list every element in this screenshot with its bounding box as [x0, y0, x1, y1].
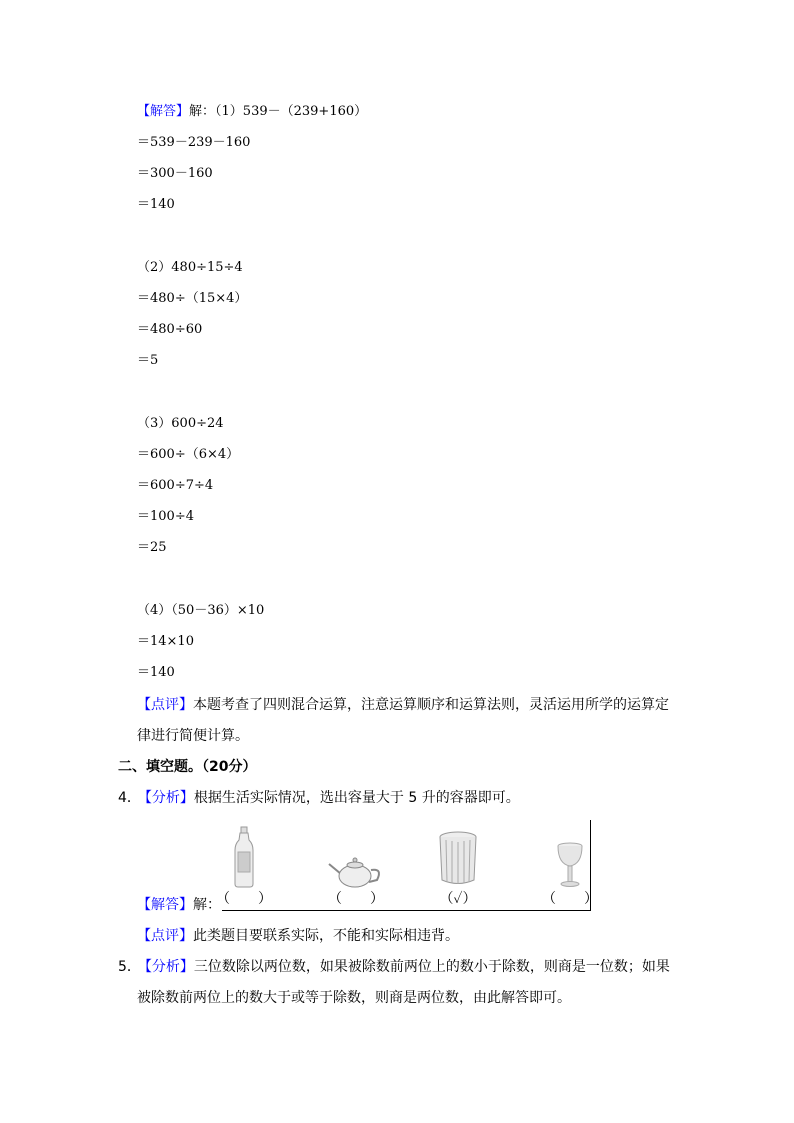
answer-lead: 解： [189, 104, 216, 119]
comment-text: 此类题目要联系实际，不能和实际相违背。 [193, 928, 459, 944]
containers-figure [216, 820, 598, 911]
q4-answer-label [137, 896, 221, 914]
check-mark: （✓） [439, 890, 477, 906]
question-number: 4． [118, 790, 141, 806]
container-goblet [540, 842, 600, 908]
q2-step: ＝480÷60 [137, 322, 203, 337]
q1-header: （1）539－（239+160） [215, 104, 368, 119]
question-number: 5． [118, 959, 141, 975]
teapot-icon [327, 854, 385, 888]
container-teapot [326, 854, 386, 908]
q1-step: ＝300－160 [137, 166, 213, 181]
q5-analysis-line1 [118, 958, 670, 976]
q4-header: （4）（50－36）×10 [137, 603, 265, 618]
answer-paren: （ ） [328, 890, 384, 906]
comment-text: 本题考查了四则混合运算，注意运算顺序和运算法则，灵活运用所学的运算定 [193, 697, 669, 713]
section-title: 二、填空题。（20分） [118, 759, 257, 775]
q4-step: ＝140 [137, 665, 175, 680]
q3-step: ＝25 [137, 540, 167, 555]
answer-paren: （ ） [542, 890, 598, 906]
q4-step: ＝14×10 [137, 634, 194, 649]
container-bottle [214, 826, 274, 908]
goblet-icon [556, 842, 584, 888]
q2-step: ＝480÷（15×4） [137, 291, 248, 306]
comment-1-line2: 律进行简便计算。 [137, 728, 249, 744]
container-bucket [428, 830, 488, 908]
comment-1-line1 [137, 696, 669, 714]
q5-analysis-line2: 被除数前两位上的数大于或等于除数，则商是两位数，由此解答即可。 [137, 990, 571, 1006]
analysis-tag: 【分析】 [144, 790, 194, 806]
answer-paren-checked [428, 888, 488, 908]
q3-step: ＝100÷4 [137, 509, 194, 524]
q3-step: ＝600÷7÷4 [137, 478, 214, 493]
q4-comment-line [137, 927, 459, 945]
q4-analysis-line [118, 789, 520, 807]
answer-paren: （ ） [216, 890, 272, 906]
q3-step: ＝600÷（6×4） [137, 447, 240, 462]
answer-tag: 【解答】 [137, 104, 190, 119]
analysis-text: 根据生活实际情况，选出容量大于 5 升的容器即可。 [193, 790, 520, 806]
q1-step: ＝140 [137, 197, 175, 212]
analysis-tag: 【分析】 [144, 959, 194, 975]
bucket-icon [438, 830, 478, 888]
answer-q1-header-line [137, 103, 367, 121]
answer-tag: 【解答】 [137, 897, 193, 913]
analysis-text: 三位数除以两位数，如果被除数前两位上的数小于除数，则商是一位数；如果 [193, 959, 670, 975]
answer-lead: 解： [193, 897, 221, 913]
q3-header: （3）600÷24 [137, 416, 224, 431]
q2-step: ＝5 [137, 353, 159, 368]
comment-tag: 【点评】 [137, 928, 193, 944]
bottle-icon [232, 826, 256, 888]
q1-step: ＝539－239－160 [137, 135, 251, 150]
comment-tag: 【点评】 [137, 697, 193, 713]
q2-header: （2）480÷15÷4 [137, 260, 243, 275]
